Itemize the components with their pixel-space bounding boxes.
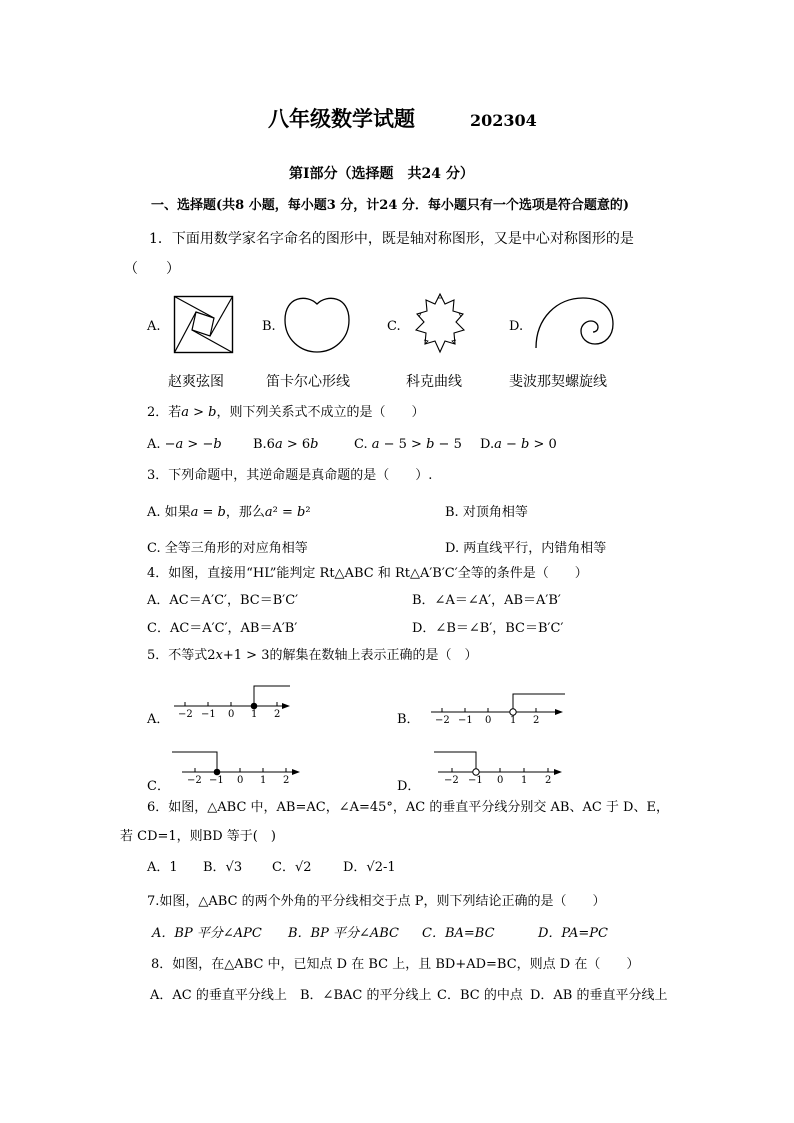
q5-number-line-d [432, 750, 572, 790]
tick-label: 0 [485, 715, 492, 726]
q3-option-c[interactable]: C. 全等三角形的对应角相等 [147, 541, 308, 556]
q4-option-a[interactable]: A．AC＝A′C′，BC＝B′C′ [147, 593, 299, 608]
q2-option-c[interactable]: C. 𝑎 − 5 > 𝑏 − 5 [354, 437, 462, 452]
tick-label: 1 [521, 775, 528, 786]
q3-option-d[interactable]: D. 两直线平行，内错角相等 [445, 541, 607, 556]
q1-option-d-letter[interactable]: D. [509, 319, 524, 334]
q5-number-line-c [170, 750, 310, 790]
q1-option-a-letter[interactable]: A. [147, 319, 161, 334]
q6-stem: 6．如图，△ABC 中，AB=AC，∠A=45°，AC 的垂直平分线分别交 AB、AC 于 D、E， [147, 800, 669, 815]
tick-label: 0 [497, 775, 504, 786]
q3-stem: 3．下列命题中，其逆命题是真命题的是（ ）. [147, 468, 433, 483]
fibonacci-spiral-icon [535, 296, 615, 354]
q4-option-d[interactable]: D．∠B＝∠B′，BC＝B′C′ [412, 621, 564, 636]
q7-option-c[interactable]: C．BA=BC [422, 926, 495, 941]
page-title: 八年级数学试题 [268, 106, 415, 131]
q5-option-d[interactable]: D． [397, 779, 421, 794]
q6-stem-cont: 若 CD=1，则BD 等于( ) [120, 829, 276, 844]
q1-option-b-letter[interactable]: B. [262, 319, 276, 334]
q1-caption-b: 笛卡尔心形线 [266, 374, 350, 390]
q2-option-a[interactable]: A. −𝑎 > −𝑏 [147, 437, 222, 452]
tick-label: 2 [274, 709, 281, 720]
q2-option-b[interactable]: B.6𝑎 > 6𝑏 [253, 437, 319, 452]
koch-snowflake-icon [407, 292, 473, 358]
q6-option-a[interactable]: A．1 [147, 860, 178, 875]
q7-option-a[interactable]: A．BP 平分∠APC [152, 926, 262, 941]
q1-caption-d: 斐波那契螺旋线 [509, 374, 607, 390]
q8-stem: 8．如图，在△ABC 中，已知点 D 在 BC 上，且 BD+AD=BC，则点 D 在（ ） [151, 957, 640, 972]
tick-label: 0 [237, 775, 244, 786]
tick-label: −2 [435, 715, 450, 726]
tick-label: 1 [260, 775, 267, 786]
q6-option-b[interactable]: B．√3 [203, 860, 243, 875]
q5-number-line-b [429, 690, 569, 726]
q6-option-d[interactable]: D．√2-1 [343, 860, 396, 875]
zhao-shuang-square-icon [174, 296, 234, 354]
q7-option-d[interactable]: D．PA=PC [538, 926, 608, 941]
tick-label: 2 [283, 775, 290, 786]
q5-option-c[interactable]: C． [147, 779, 170, 794]
q7-option-b[interactable]: B．BP 平分∠ABC [288, 926, 400, 941]
instructions: 一、选择题(共8 小题，每小题3 分，计24 分．每小题只有一个选项是符合题意的) [151, 198, 630, 213]
q4-option-c[interactable]: C．AC＝A′C′，AB＝A′B′ [147, 621, 298, 636]
tick-label: −2 [187, 775, 202, 786]
q1-option-c-letter[interactable]: C. [387, 319, 401, 334]
q7-stem: 7.如图，△ABC 的两个外角的平分线相交于点 P，则下列结论正确的是（ ） [147, 894, 606, 909]
tick-label: −1 [468, 775, 483, 786]
q3-option-a[interactable]: A. 如果𝑎 = 𝑏，那么𝑎² = 𝑏² [147, 505, 311, 520]
tick-label: −1 [209, 775, 224, 786]
q5-stem: 5．不等式2𝑥+1 > 3的解集在数轴上表示正确的是（ ） [147, 648, 478, 663]
q5-option-b[interactable]: B． [397, 712, 420, 727]
section-heading: 第Ⅰ部分（选择题 共24 分） [289, 166, 474, 182]
tick-label: 2 [545, 775, 552, 786]
q1-caption-c: 科克曲线 [406, 374, 462, 390]
tick-label: −1 [201, 709, 216, 720]
tick-label: −2 [444, 775, 459, 786]
q8-option-d[interactable]: D．AB 的垂直平分线上 [530, 988, 668, 1003]
q8-option-b[interactable]: B．∠BAC 的平分线上 [300, 988, 432, 1003]
q4-option-b[interactable]: B．∠A＝∠A′，AB＝A′B′ [412, 593, 561, 608]
q1-stem-cont: （ ） [124, 261, 180, 277]
tick-label: 0 [228, 709, 235, 720]
q4-stem: 4．如图，直接用“HL”能判定 Rt△ABC 和 Rt△A′B′C′全等的条件是（ ） [147, 566, 588, 581]
exam-code: 202304 [470, 111, 537, 130]
tick-label: −2 [178, 709, 193, 720]
tick-label: 1 [251, 709, 258, 720]
cardioid-icon [283, 296, 351, 354]
q3-option-b[interactable]: B. 对顶角相等 [445, 505, 528, 520]
tick-label: 1 [510, 715, 517, 726]
q2-stem: 2．若𝑎 > 𝑏，则下列关系式不成立的是（ ） [147, 405, 425, 420]
q1-stem: 1．下面用数学家名字命名的图形中，既是轴对称图形，又是中心对称图形的是 [149, 231, 634, 247]
q2-option-d[interactable]: D.𝑎 − 𝑏 > 0 [480, 437, 557, 452]
q6-option-c[interactable]: C．√2 [272, 860, 312, 875]
q5-number-line-a [172, 684, 292, 724]
q1-caption-a: 赵爽弦图 [168, 374, 224, 390]
tick-label: 2 [533, 715, 540, 726]
q8-option-c[interactable]: C．BC 的中点 [437, 988, 523, 1003]
q8-option-a[interactable]: A．AC 的垂直平分线上 [150, 988, 287, 1003]
q5-option-a[interactable]: A． [147, 712, 170, 727]
tick-label: −1 [458, 715, 473, 726]
